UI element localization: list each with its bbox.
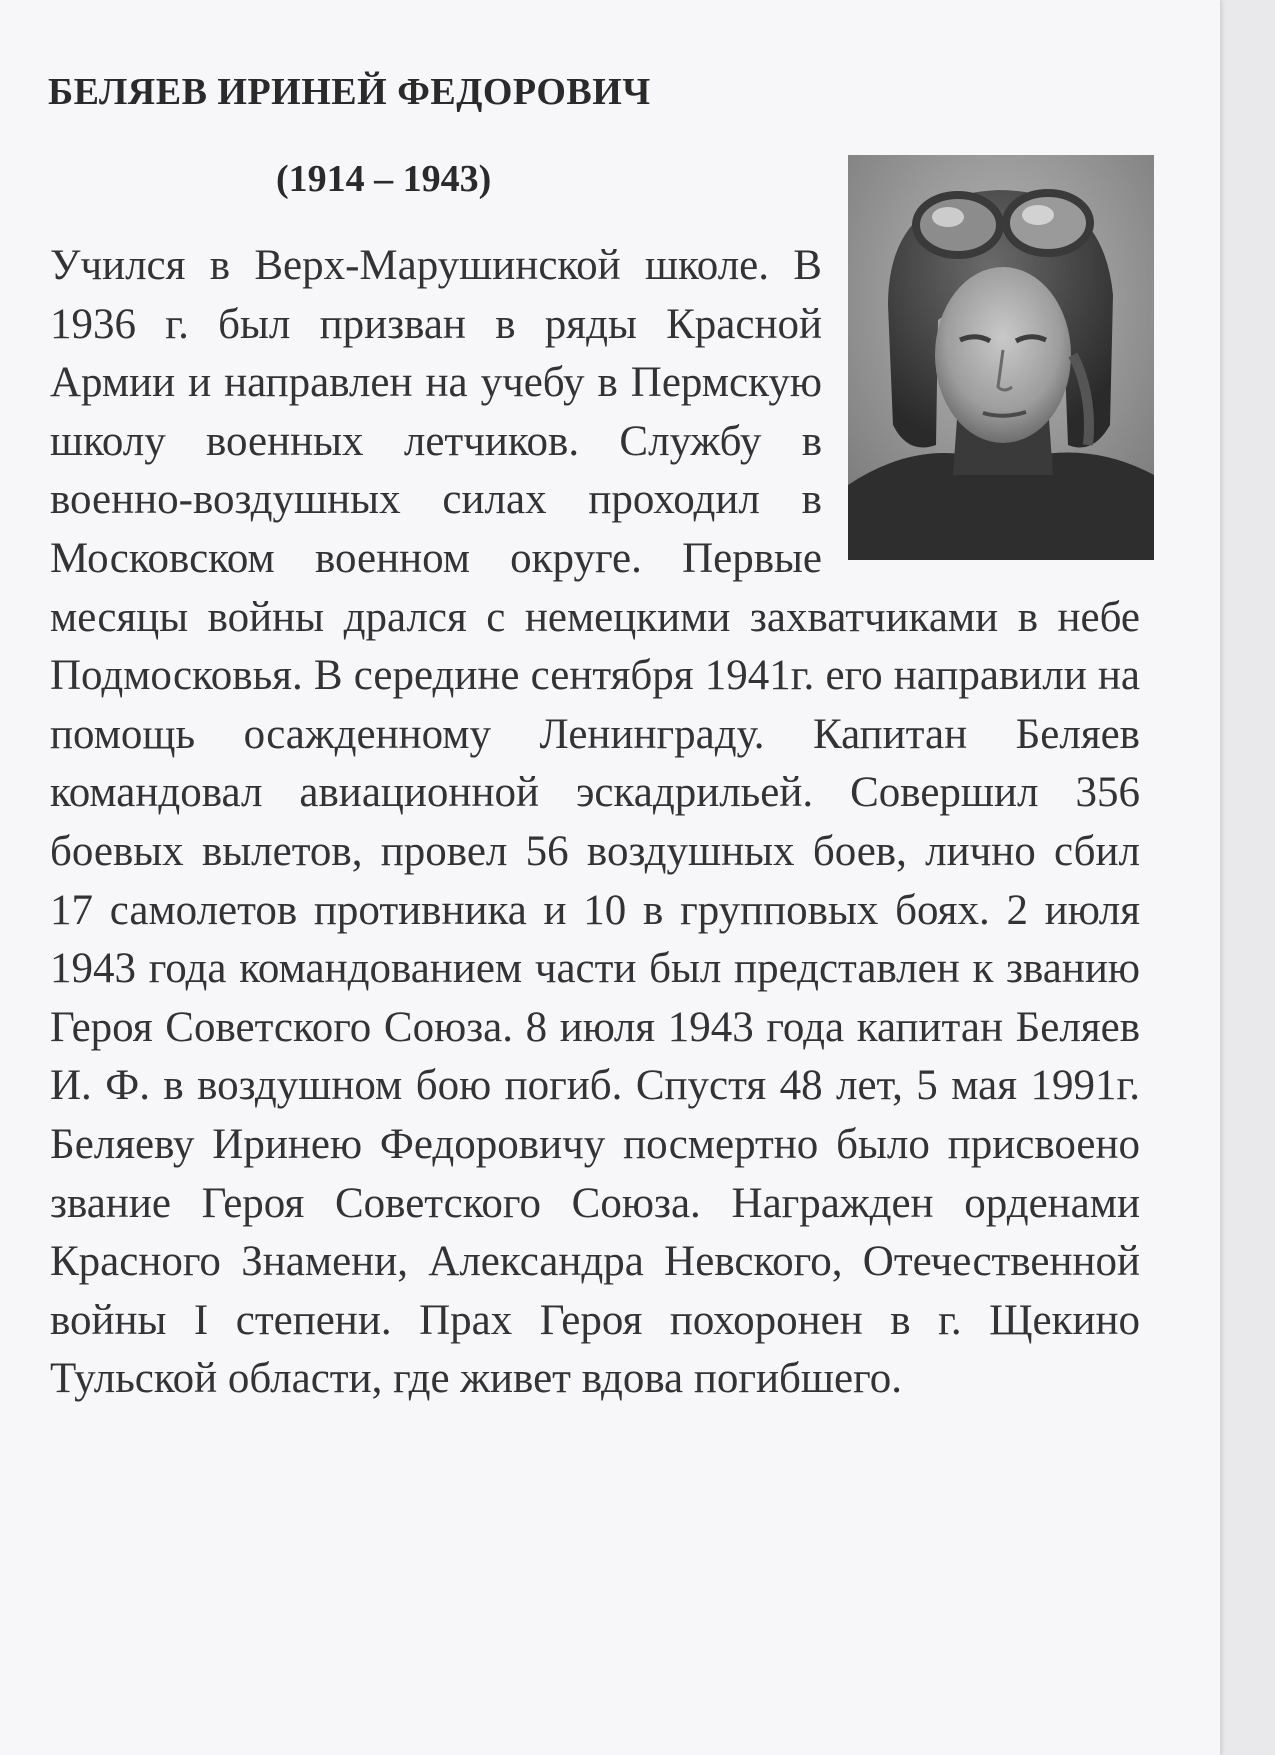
biography-text-block (50, 237, 1140, 1409)
biography-paragraph: Учился в Верх-Марушинской школе. В 1936 г. был призван в ряды Красной Армии и направлен на учебу в Пермскую школу военных летчиков. Службу в военно-воздушных силах проходил в Московском военном округе. Первые месяцы войны дрался с немецкими захватчиками в небе Подмосковья. В середине сентября 1941г. его направили на помощь осажденному Ленинграду. Капитан Беляев командовал авиационной эскадрильей. Совершил 356 боевых вылетов, провел 56 воздушных боев, лично сбил 17 самолетов противника и 10 в групповых боях. 2 июля 1943 года командованием части был представлен к званию Героя Советского Союза. 8 июля 1943 года капитан Беляев И. Ф. в воздушном бою погиб. Спустя 48 лет, 5 мая 1991г. Беляеву Иринею Федоровичу посмертно было присвоено звание Героя Советского Союза. Награжден орденами Красного Знамени, Александра Невского, Отечественной войны I степени. Прах Героя похоронен в г. Щекино Тульской области, где живет вдова погибшего. (50, 242, 1140, 1403)
life-years: (1914 – 1943) (276, 158, 492, 200)
document-title: БЕЛЯЕВ ИРИНЕЙ ФЕДОРОВИЧ (48, 71, 651, 113)
portrait-photo (848, 155, 1154, 560)
